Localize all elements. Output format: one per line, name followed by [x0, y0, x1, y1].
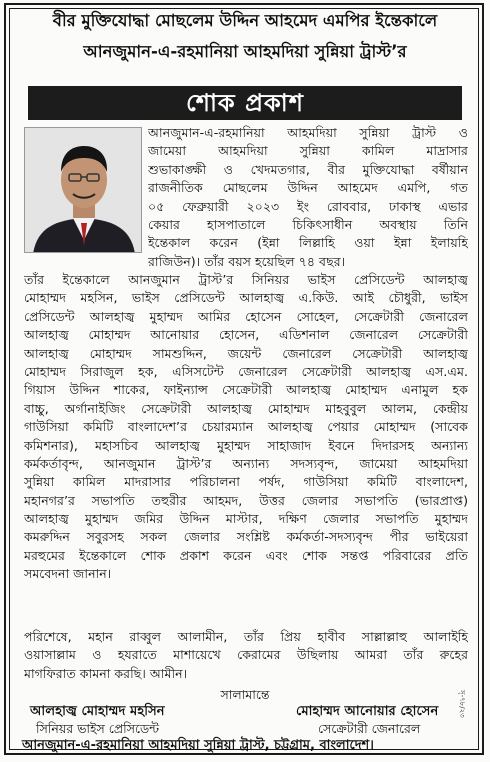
- organization-footer: আনজুমান-এ-রহমানিয়া আহমদিয়া সুন্নিয়া ট্রাস্ট, চট্টগ্রাম, বাংলাদেশ।: [22, 738, 374, 753]
- title-banner: [28, 86, 462, 120]
- body-line: আলহাজ্ব মোহাম্মদ সামশুদ্দিন, জয়েন্ট জেনারেল সেক্রেটারী আলহাজ্ব: [24, 345, 468, 361]
- intro-line: ইন্তেকাল করেন (ইন্না লিল্লাহি ওয়া ইন্না ইলায়হি: [148, 235, 468, 251]
- salutation: সালামান্তে: [220, 687, 270, 702]
- body-line: কর্মকর্তাবৃন্দ, আনজুমান ট্রাস্ট’র অন্যান্য সদস্যবৃন্দ, জামেয়া আহমদিয়া: [24, 455, 468, 471]
- body-line: মোহাম্মদ মহসিন, ভাইস প্রেসিডেন্ট আলহাজ্ব এ.কিউ. আই চৌধুরী, ভাইস: [24, 290, 468, 306]
- body-line: গাউসিয়া কমিটি বাংলাদেশ’র চেয়ারম্যান আলহাজ্ব পেয়ার মোহাম্মদ (সাবেক: [24, 419, 468, 435]
- body-line: মহানগর’র সভাপতি তহুরীর আহমদ, উত্তর জেলার সভাপতি (ভারপ্রাপ্ত): [24, 492, 468, 508]
- intro-line: জামেয়া আহমদিয়া সুন্নিয়া কামিল মাদ্রাসার: [148, 143, 468, 159]
- left-signatory-title: সিনিয়র ভাইস প্রেসিডেন্ট: [36, 721, 160, 736]
- body-line: আলহাজ্ব মুহাম্মদ জমির উদ্দিন মাস্টার, দক্ষিণ জেলার সভাপতি মুহাম্মদ: [24, 511, 468, 527]
- body-line: সমবেদনা জানান।: [24, 566, 112, 582]
- right-signatory-title: সেক্রেটারী জেনারেল: [318, 721, 421, 736]
- body-paragraph: [24, 271, 468, 584]
- body-line: তাঁর ইন্তেকালে আনজুমান ট্রাস্ট’র সিনিয়র ভাইস প্রেসিডেন্ট আলহাজ্ব: [24, 272, 468, 287]
- right-signatory-name: মোহাম্মদ আনোয়ার হোসেন: [296, 704, 439, 719]
- body-line: গিয়াস উদ্দিন শাকের, ফাইন্যান্স সেক্রেটারী আলহাজ্ব মোহাম্মদ এনামুল হক: [24, 382, 468, 398]
- body-line: বাচ্চু, অর্গানাইজিং সেক্রেটারী আলহাজ্ব মোহাম্মদ মাহবুবুল আলম, কেন্দ্রীয়: [24, 400, 468, 416]
- body-line: কমরুদ্দিন সবুরসহ সকল জেলার সংশ্লিষ্ট কর্মকর্তা-সদস্যবৃন্দ পীর ভাইয়েরা: [24, 529, 468, 545]
- body-line: আলহাজ্ব মোহাম্মদ আনোয়ার হোসেন, এডিশনাল জেনারেল সেক্রেটারী: [24, 327, 468, 343]
- body-line: সুন্নিয়া কামিল মাদরাসার পরিচালনা পর্ষদ, গাউসিয়া কমিটি বাংলাদেশ,: [24, 474, 468, 490]
- intro-paragraph: [148, 124, 468, 271]
- banner-title: শোক প্রকাশ: [186, 89, 304, 117]
- headline-line-2: আনজুমান-এ-রহমানিয়া আহমদিয়া সুন্নিয়া ট্রাস্ট’র: [83, 42, 407, 61]
- portrait-photo: [24, 127, 142, 253]
- closing-line: ওয়াসাল্লাম ও হযরাতে মাশায়েখে কেরামের উছিলায় আমরা তাঁর রুহের: [24, 647, 468, 663]
- closing-paragraph: [24, 628, 468, 683]
- intro-line: রাজনীতিক মোছলেম উদ্দিন আহমেদ এমপি, গত: [148, 180, 468, 196]
- intro-line: আনজুমান-এ-রহমানিয়া আহমদিয়া সুন্নিয়া ট্রাস্ট ও: [148, 125, 468, 140]
- closing-line: পরিশেষে, মহান রাব্বুল আলামীন, তাঁর প্রিয় হাবীব সাল্লাল্লাহু আলাইহি: [24, 629, 468, 644]
- body-line: কমিশনার), মহাসচিব আলহাজ্ব মুহাম্মদ সাহাজাদ ইবনে দিদারসহ অন্যান্য: [24, 437, 468, 453]
- intro-line: ০৫ ফেব্রুয়ারী ২০২৩ ইং রোববার, ঢাকাস্থ এভার: [148, 198, 468, 214]
- headline-line-1: বীর মুক্তিযোদ্ধা মোছলেম উদ্দিন আহমেদ এমপির ইন্তেকালে: [52, 11, 438, 30]
- left-signatory-name: আলহাজ্ব মোহাম্মদ মহসিন: [30, 704, 165, 719]
- ad-code: সৃ-৭৮/২৩: [458, 690, 466, 718]
- body-line: মরহুমের ইন্তেকালে শোক প্রকাশ করেন এবং শোক সন্তপ্ত পরিবারের প্রতি: [24, 547, 468, 563]
- portrait-photo-icon: [25, 128, 142, 253]
- closing-line: মাগফিরাত কামনা করছি। আমীন।: [24, 665, 188, 681]
- intro-line: শুভাকাঙ্ক্ষী ও খেদমতগার, বীর মুক্তিযোদ্ধা বর্ষীয়ান: [148, 161, 468, 177]
- body-line: প্রেসিডেন্ট আলহাজ্ব মুহাম্মদ আমির হোসেন সোহেল, সেক্রেটারী জেনারেল: [24, 308, 468, 324]
- body-line: মোহাম্মদ সিরাজুল হক, এসিসটেন্ট জেনারেল সেক্রেটারী আলহাজ্ব এস.এম.: [24, 363, 468, 379]
- intro-line: কেয়ার হাসপাতালে চিকিৎসাধীন অবস্থায় তিনি: [148, 216, 468, 232]
- intro-line: রাজিউন)। তাঁর বয়স হয়েছিল ৭৪ বছর।: [148, 253, 346, 269]
